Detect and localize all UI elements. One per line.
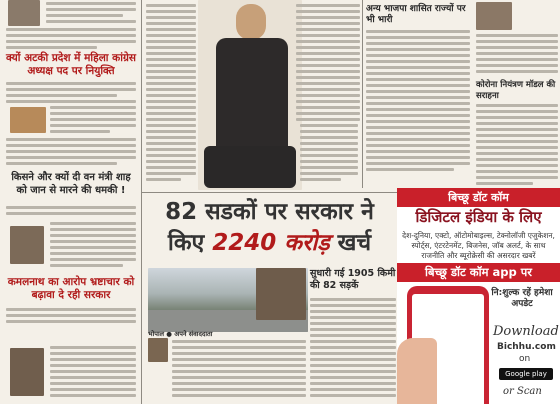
portrait-photo-top-left (8, 0, 40, 26)
building-photo (10, 107, 46, 133)
small-portrait-photo (148, 338, 168, 362)
ad-or-scan: or Scan (503, 386, 542, 397)
portrait-photo-middle-left (10, 226, 44, 264)
main-headline-suffix: खर्च (337, 230, 372, 256)
ad-on-label: on (519, 354, 531, 364)
leader-photo (198, 0, 302, 190)
google-play-badge[interactable]: Google play (499, 368, 553, 380)
ad-site[interactable]: Bichhu.com (497, 342, 556, 352)
ad-free-line: नि:शुल्क रहें हमेशा अपडेट (491, 288, 553, 310)
bichhu-advertisement[interactable] (397, 188, 560, 404)
main-headline-line1 (142, 198, 397, 227)
hand-illustration (397, 338, 437, 404)
main-headline-line1-text: 82 सडकों पर सरकार ने (165, 199, 374, 225)
main-story-top-rule (142, 192, 397, 193)
ad-description: देश-दुनिया, एक्टो, ऑटोमोबाइल्स, टेक्नोलॉजी एजुकेशन, स्पोर्ट्स, एंटरटेनमेंट, बिजनेस, जॉब अलर्ट, के साथ राजनीति और ब्यूरोक्रेसी की असरदार खबरें (402, 231, 555, 260)
headline-corona-model: कोरोना नियंत्रण मॉडल की सराहना (476, 80, 556, 101)
sub-headline-roads: सुधारी गई 1905 किमी की 82 सड़कें (310, 268, 396, 291)
ad-brand-top: बिच्छू डॉट कॉम (448, 191, 509, 204)
headline-other-bjp-states: अन्य भाजपा शासित राज्यों पर भी भारी (366, 4, 466, 26)
main-headline-prefix: किए (167, 230, 205, 256)
left-column (0, 0, 140, 404)
headline-kamalnath: कमलनाथ का आरोप भ्रष्टाचार को बढ़ावा दे रही सरकार (7, 276, 135, 302)
minister-photo (256, 268, 306, 320)
ad-download-label: Download (493, 324, 559, 339)
ad-app-line: बिच्छू डॉट कॉम app पर (397, 263, 560, 282)
main-headline-amount: 2240 करोड़ (212, 230, 330, 256)
ad-headline: डिजिटल इंडिया के लिए (415, 208, 542, 226)
photo-caption: भोपाल ● अपने संवाददाता (148, 330, 213, 338)
headline-threat: किसने और क्यों दी वन मंत्री शाह को जान से मारने की धमकी ! (11, 172, 131, 196)
headline-mahila-congress: क्यों अटकी प्रदेश में महिला कांग्रेस अध्यक्ष पद पर नियुक्ति (6, 52, 136, 78)
kamalnath-photo (10, 348, 44, 396)
column-divider-right (362, 0, 363, 188)
portrait-photo-top-right (476, 2, 512, 30)
main-headline-line2 (142, 229, 397, 258)
